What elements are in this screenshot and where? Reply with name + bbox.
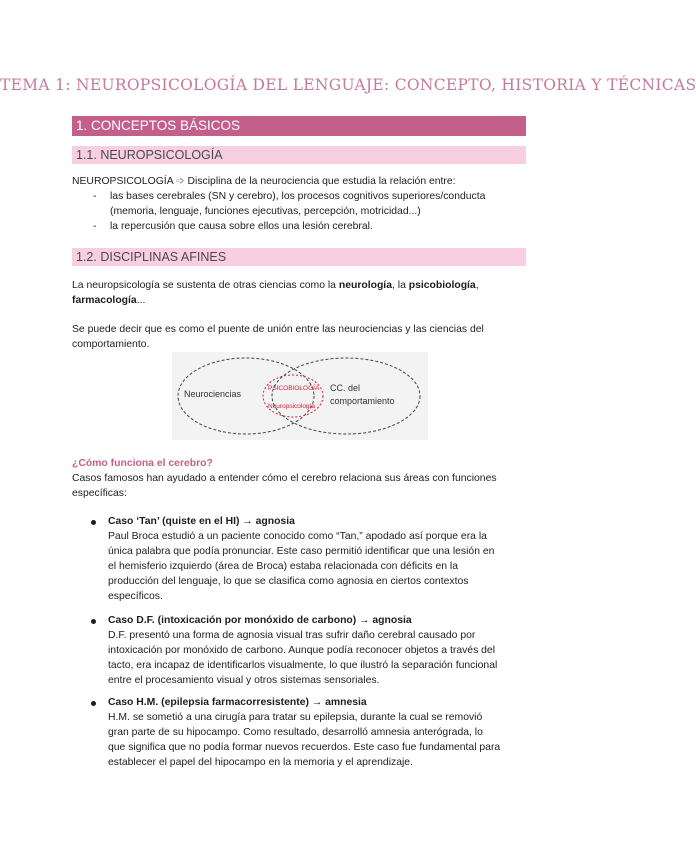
- case-line: D.F. presentó una forma de agnosia visual tras sufrir daño cerebral causado por: [108, 630, 476, 641]
- case-line: específicos.: [108, 591, 163, 602]
- afines-term-psicobiologia: psicobiología: [408, 280, 476, 291]
- afines-term-neurologia: neurología: [338, 280, 392, 291]
- arrow-icon: ➩: [175, 176, 185, 187]
- question-intro: específicas:: [72, 488, 127, 499]
- case-line: tacto, era incapaz de identificarlos visualmente, lo que ilustró la separación funcional: [108, 660, 498, 671]
- neuro-definition-text: Disciplina de la neurociencia que estudia la relación entre:: [187, 176, 456, 187]
- dash-icon: -: [93, 191, 97, 202]
- subsection-heading-1-1: 1.1. NEUROPSICOLOGÍA: [72, 146, 526, 164]
- afines-text: ...: [136, 295, 146, 306]
- afines-paragraph-2: comportamiento.: [72, 339, 150, 350]
- neuro-item: las bases cerebrales (SN y cerebro), los procesos cognitivos superiores/conducta: [110, 191, 486, 202]
- venn-right-label: CC. del: [330, 383, 361, 393]
- case-line: gran parte de su hipocampo. Como resultado, desarrolló amnesia anterógrada, lo: [108, 727, 483, 738]
- venn-center-label: Neuropsicología: [268, 403, 315, 410]
- venn-diagram: [172, 352, 428, 440]
- afines-paragraph-1: [72, 278, 479, 293]
- case-title: [108, 695, 367, 710]
- afines-paragraph-2: Se puede decir que es como el puente de unión entre las neurociencias y las ciencias del: [72, 324, 484, 335]
- venn-left-label: Neurociencias: [184, 389, 242, 399]
- afines-paragraph-1-cont: [72, 293, 145, 308]
- afines-text: La neuropsicología se sustenta de otras ciencias como la: [72, 280, 339, 291]
- neuro-definition-term: NEUROPSICOLOGÍA: [72, 176, 174, 187]
- bullet-icon: [91, 520, 96, 525]
- question-heading: ¿Cómo funciona el cerebro?: [72, 458, 213, 469]
- case-title-text: Caso D.F. (intoxicación por monóxido de carbono) → agnosia: [108, 615, 412, 626]
- case-title-text: Caso H.M. (epilepsia farmacorresistente) → amnesia: [108, 697, 367, 708]
- dash-icon: -: [93, 221, 97, 232]
- case-line: Paul Broca estudió a un paciente conocido como “Tan,” apodado así porque era la: [108, 531, 487, 542]
- case-title-text: Caso ‘Tan’ (quiste en el HI) → agnosia: [108, 516, 295, 527]
- case-line: el hemisferio izquierdo (área de Broca) estaba relacionada con déficits en la: [108, 561, 459, 572]
- afines-text: , la: [391, 280, 409, 291]
- neuro-item: (memoria, lenguaje, funciones ejecutivas, percepción, motricidad...): [110, 206, 421, 217]
- case-line: entre el procesamiento visual y otros sistemas sensoriales.: [108, 675, 380, 686]
- section-heading-1: 1. CONCEPTOS BÁSICOS: [72, 116, 526, 136]
- question-intro: Casos famosos han ayudado a entender cómo el cerebro relaciona sus áreas con funciones: [72, 473, 497, 484]
- case-line: H.M. se sometió a una cirugía para tratar su epilepsia, durante la cual se removió: [108, 712, 483, 723]
- case-line: establecer el papel del hipocampo en la memoria y el aprendizaje.: [108, 757, 413, 768]
- subsection-heading-1-2: 1.2. DISCIPLINAS AFINES: [72, 248, 526, 266]
- case-line: producción del lenguaje, lo que se clasifica como agnosia en ciertos contextos: [108, 576, 469, 587]
- neuro-item: la repercusión que causa sobre ellos una lesión cerebral.: [110, 221, 373, 232]
- venn-center-label: PSICOBIOLOGÍA: [268, 385, 320, 392]
- bullet-icon: [91, 701, 96, 706]
- neuro-definition: [72, 174, 456, 189]
- venn-right-label: comportamiento: [330, 396, 395, 406]
- case-line: que significa que no podía formar nuevos recuerdos. Este caso fue fundamental para: [108, 742, 501, 753]
- document-title: TEMA 1: NEUROPSICOLOGÍA DEL LENGUAJE: CONCEPTO, HISTORIA Y TÉCNICAS: [0, 76, 696, 94]
- case-line: única palabra que podía pronunciar. Este caso permitió identificar que una lesión en: [108, 546, 495, 557]
- bullet-icon: [91, 619, 96, 624]
- case-title: [108, 613, 412, 628]
- case-title: [108, 514, 295, 529]
- afines-text: ,: [475, 280, 479, 291]
- case-line: intoxicación por monóxido de carbono. Aunque podía reconocer objetos a través del: [108, 645, 496, 656]
- afines-term-farmacologia: farmacología: [72, 295, 137, 306]
